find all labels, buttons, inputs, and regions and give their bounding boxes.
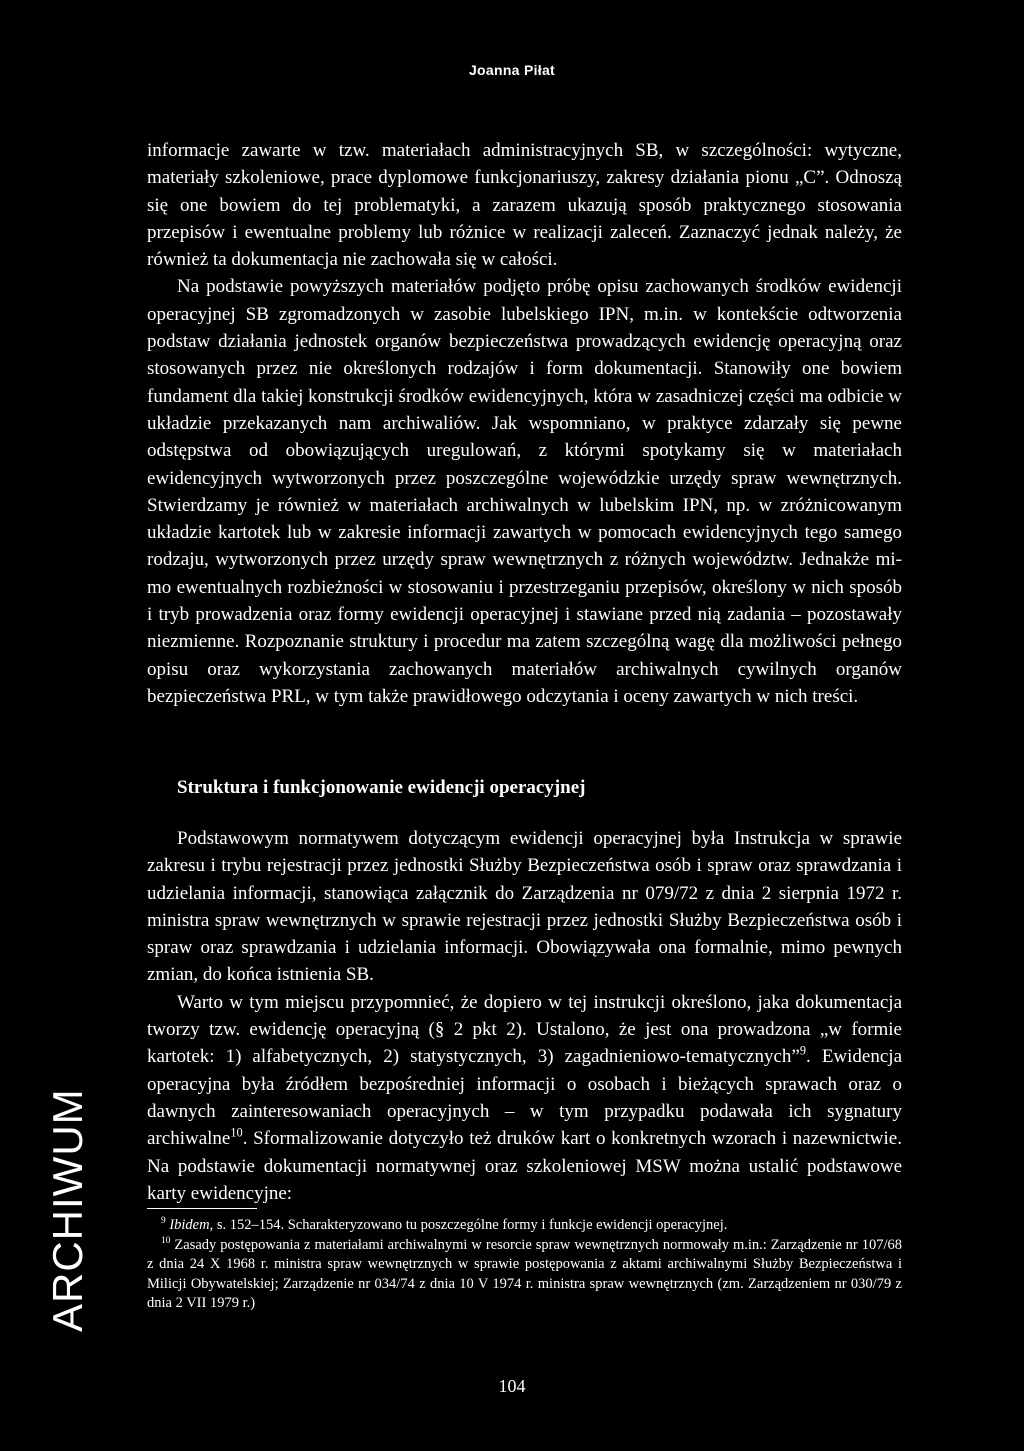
paragraph-text: . Sformalizowanie dotyczyło też druków kart o konkretnych wzorach i nazewnictwie. Na podstawie dokumentacji normatywnej oraz szkoleniowej MSW można ustalić podstawowe karty ewidencyjne: [147,1128,902,1204]
page-number: 104 [498,1376,526,1396]
footnote-10 [147,1236,902,1314]
footnote-italic: Ibidem [169,1217,210,1233]
footnote-number: 9 [161,1216,166,1227]
footnote-ref: 9 [799,1044,807,1059]
paragraph: Podstawowym normatywem dotyczącym ewidencji operacyjnej była Instrukcja w sprawie zakresu i trybu rejestracji przez jednostki Służby Bezpieczeństwa osób i spraw oraz sprawdzania i udzielania informacji, stanowiąca załącznik do Zarządzenia nr 079/72 z dnia 2 sierpnia 1972 r. ministra spraw wewnętrznych w sprawie rejestracji przez jednostki Służby Bezpieczeństwa osób i spraw oraz sprawdzania i udzielania informacji. Obowiązywała ona formalnie, mimo pewnych zmian, do końca istnienia SB. [147,828,902,986]
footnote-ref: 10 [230,1125,243,1140]
footnote-text: , s. 152–154. Scharakteryzowano tu poszczególne formy i funkcje ewidencji operacyjnej. [209,1217,728,1233]
paragraph: Na podstawie powyższych materiałów podjęto próbę opisu zachowanych środków ewidencji operacyjnej SB zgromadzonych w zasobie lubelskiego IPN, m.in. w kontekście odtworzenia podstaw działania jednostek organów bezpieczeństwa prowadzących ewidencję operacyjną oraz stosowanych przez nie określonych rodzajów i form dokumentacji. Stanowiły one bowiem fundament dla takiej konstrukcji środków ewidencyjnych, która w zasadniczej części ma odbicie w układzie przekazanych nam archiwaliów. Jak wspomniano, w praktyce zdarzały się pewne odstępstwa od obowiązujących uregulowań, z którymi spotykamy się w materiałach ewidencyjnych wytworzonych przez poszczególne wojewódzkie urzędy spraw wewnętrznych. Stwierdzamy je również w materiałach archiwalnych w lubelskim IPN, np. w zróżnicowanym układzie kartotek lub w zakresie informacji zawartych w pomocach ewidencyjnych tego samego rodzaju, wytworzonych przez urzędy spraw wewnętrznych z różnych województw. Jednakże mimo ewentualnych rozbieżności w stosowaniu i przestrzeganiu przepisów, określony w nich sposób i tryb prowadzenia oraz formy ewidencji operacyjnej i stawiane przed nią zadania – pozostawały niezmienne. Rozpoznanie struktury i procedur ma zatem szczególną wagę dla możliwości pełnego opisu oraz wykorzystania zachowanych materiałów archiwalnych cywilnych organów bezpieczeństwa PRL, w tym także prawidłowego odczytania i oceny zawartych w nich treści. [147,276,902,707]
paragraph [147,989,902,1207]
journal-side-label: ARCHIWUM [44,1088,91,1332]
section-heading: Struktura i funkcjonowanie ewidencji operacyjnej [177,777,586,798]
footnotes [147,1216,902,1314]
footnote-text: Zasady postępowania z materiałami archiwalnymi w resorcie spraw wewnętrznych normowały m.in.: Zarządzenie nr 107/68 z dnia 24 X 1968 r. ministra spraw wewnętrznych w sprawie postępowania z aktami archiwalnymi Służby Bezpieczeństwa i Milicji Obywatelskiej; Zarządzenie nr 034/74 z dnia 10 V 1974 r. ministra spraw wewnętrznych (zm. Zarządzeniem nr 030/79 z dnia 2 VII 1979 r.) [147,1236,902,1311]
body-text-section [147,825,902,1207]
paragraph: informacje zawarte w tzw. materiałach administracyjnych SB, w szczególności: wytyczne, materiały szkoleniowe, prace dyplomowe funkcjonariuszy, zakresy działania pionu „C”. Odnoszą się one bowiem do tej problematyki, a zarazem ukazują sposób praktycznego stosowania przepisów i ewentualne problemy lub różnice w realizacji zaleceń. Zaznaczyć jednak należy, że również ta dokumentacja nie zachowała się w całości. [147,140,902,271]
footnote-divider [147,1208,257,1209]
paragraph-text: Warto w tym miejscu przypomnieć, że dopiero w tej instrukcji określono, jaka dokumentacja tworzy tzw. ewidencję operacyjną (§ 2 pkt 2). Ustalono, że jest ona prowadzona „w formie kartotek: 1) alfabetycznych, 2) statystycznych, 3) zagadnieniowo-tematycznych” [147,991,902,1068]
footnote-9 [147,1216,902,1236]
body-text-top [147,137,902,710]
running-header-author: Joanna Piłat [468,62,556,78]
footnote-number: 10 [161,1235,171,1246]
paragraph-text: . Ewidencja operacyjna była źródłem bezpośredniej informacji o osobach i bieżących sprawach oraz o dawnych zainteresowaniach operacyjnych – w tym przypadku podawała ich sygnatury archiwalne [147,1046,903,1150]
